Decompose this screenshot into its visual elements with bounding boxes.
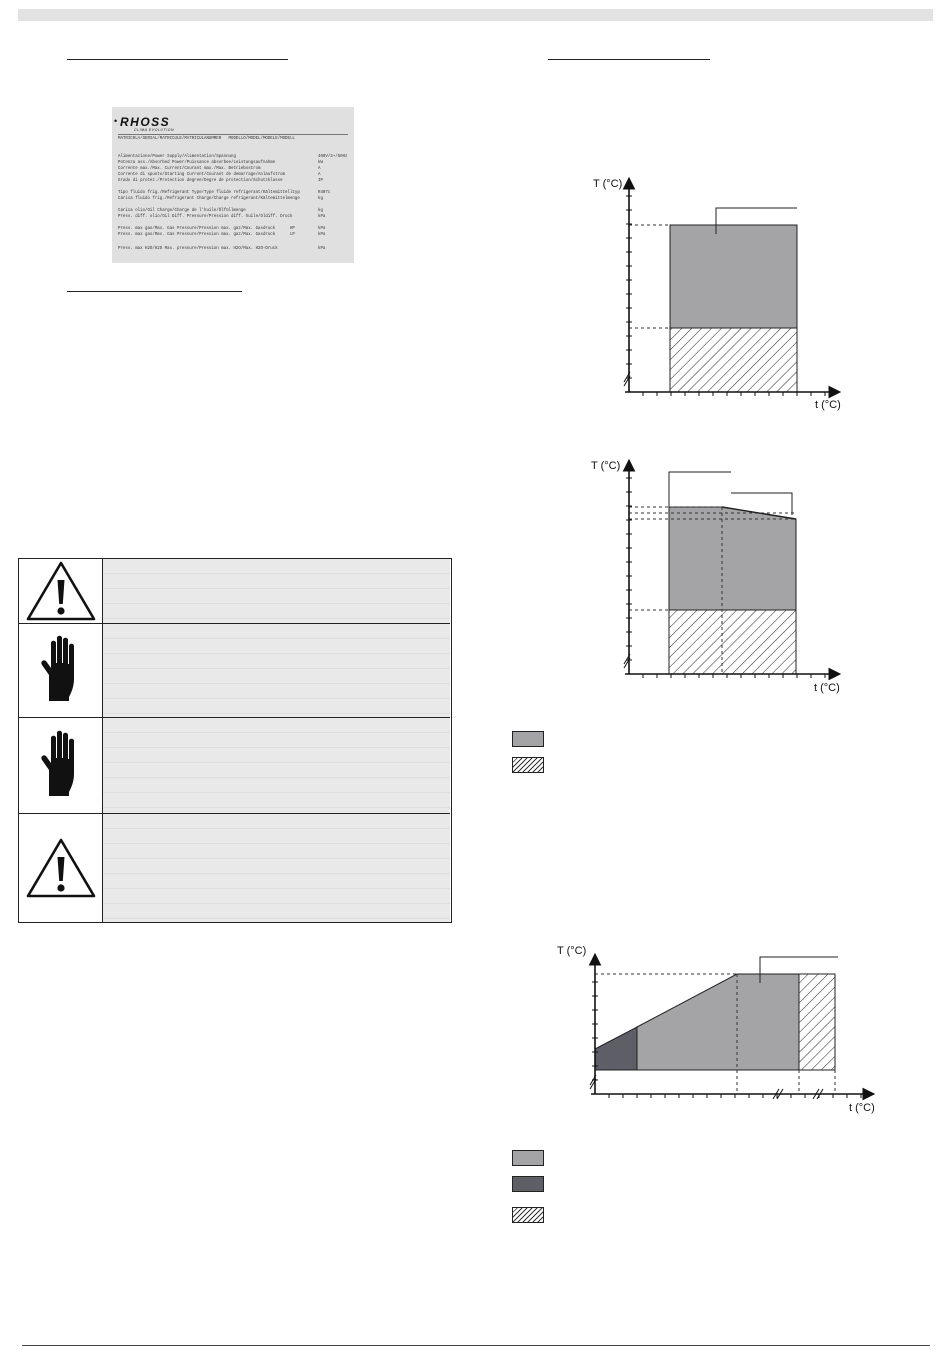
nameplate-row-label: Press. max gas/Max. Gas Pressure/Pression max. gaz/Max. Gasdruck LP — [118, 233, 295, 237]
nameplate-row-value: IP — [318, 179, 323, 183]
legend-swatch-hatch — [512, 1207, 544, 1223]
legend-swatch-light — [512, 1150, 544, 1166]
chart-2-region-light — [669, 507, 796, 610]
nameplate-row-label: Press. diff. olio/Oil Diff. Pressure/Pression diff. huile/Oldiff. Druck — [118, 215, 293, 219]
chart-1-region-hatch — [670, 328, 797, 392]
nameplate-row-value: R407c — [318, 191, 331, 195]
nameplate-row-value: 400V/3~/50Hz — [318, 155, 348, 159]
chart-2-x-label: t (°C) — [814, 682, 840, 694]
chart-2-region-hatch — [669, 610, 796, 674]
nameplate-row-label: Potenza ass./Absorbed Power/Puissance absorbee/Leistungsaufnahme — [118, 161, 276, 165]
chart-3-y-label: T (°C) — [557, 945, 587, 957]
chart-3-region-hatch — [799, 974, 835, 1070]
nameplate-row-value: A — [318, 167, 321, 171]
chart-3-region-dark — [595, 1027, 637, 1070]
nameplate-row-value: kPa — [318, 227, 326, 231]
nameplate-row-label: Press. max gas/Max. Gas Pressure/Pression max. gaz/Max. Gasdruck HP — [118, 227, 295, 231]
bullet-dot: • — [114, 116, 118, 126]
chart-1 — [593, 178, 841, 411]
chart-3-region-light — [637, 974, 799, 1070]
nameplate-row-label: Carica fluido frig./Refrigerant Charge/Charge refrigerant/Kältemittelmenge — [118, 197, 300, 201]
nameplate-row-value: kPa — [318, 247, 326, 251]
chart-1-y-label: T (°C) — [593, 178, 623, 190]
chart-3-x-label: t (°C) — [849, 1102, 875, 1114]
nameplate-header-row: MATRICOLA/SERIAL/MATRICULE/MATRICULANUMMER MODELLO/MODEL/MODELE/MODELL — [118, 137, 295, 141]
nameplate-row-value: kPa — [318, 215, 326, 219]
nameplate-row-value: kPa — [318, 233, 326, 237]
nameplate-row-value: kg — [318, 209, 323, 213]
nameplate-row-label: Corrente di spunto/Starting Current/Courant de demarrage/Anlaufstrom — [118, 173, 286, 177]
footer-rule — [22, 1345, 930, 1346]
chart-2-y-label: T (°C) — [591, 460, 621, 472]
chart-3 — [557, 945, 875, 1114]
nameplate-row-label: Grado di protez./Protection degree/Degre de protection/Schutzklasse — [118, 179, 283, 183]
nameplate-row-label: Alimentazione/Power Supply/Alimentation/Spannung — [118, 155, 236, 159]
chart-1-region-light — [670, 225, 797, 328]
legend-swatch-dark — [512, 1176, 544, 1192]
legend-swatch-light — [512, 731, 544, 747]
nameplate-row-value: kW — [318, 161, 323, 165]
nameplate-row-label: Corrente max./Max. Current/Courant max./Max. Betriebsstrom — [118, 167, 261, 171]
chart-2 — [591, 460, 840, 694]
nameplate-row-value: A — [318, 173, 321, 177]
nameplate-logo: RHOSS — [120, 115, 171, 129]
nameplate-logo-sub: CLIMA EVOLUTION — [134, 128, 175, 132]
legend-swatch-hatch — [512, 757, 544, 773]
chart-1-x-label: t (°C) — [815, 399, 841, 411]
nameplate-row-label: Press. max H2O/H2O Max. pressure/Pression max. H2O/Max. H2O-Druck — [118, 247, 278, 251]
nameplate-row-value: kg — [318, 197, 323, 201]
nameplate-row-label: Tipo fluido frig./Refrigerant Type/Type fluide refrigerant/Kältemittelltyp — [118, 191, 300, 195]
nameplate-row-label: Carica olio/Oil Charge/Charge de l'huile/Ölfüllmenge — [118, 209, 246, 213]
